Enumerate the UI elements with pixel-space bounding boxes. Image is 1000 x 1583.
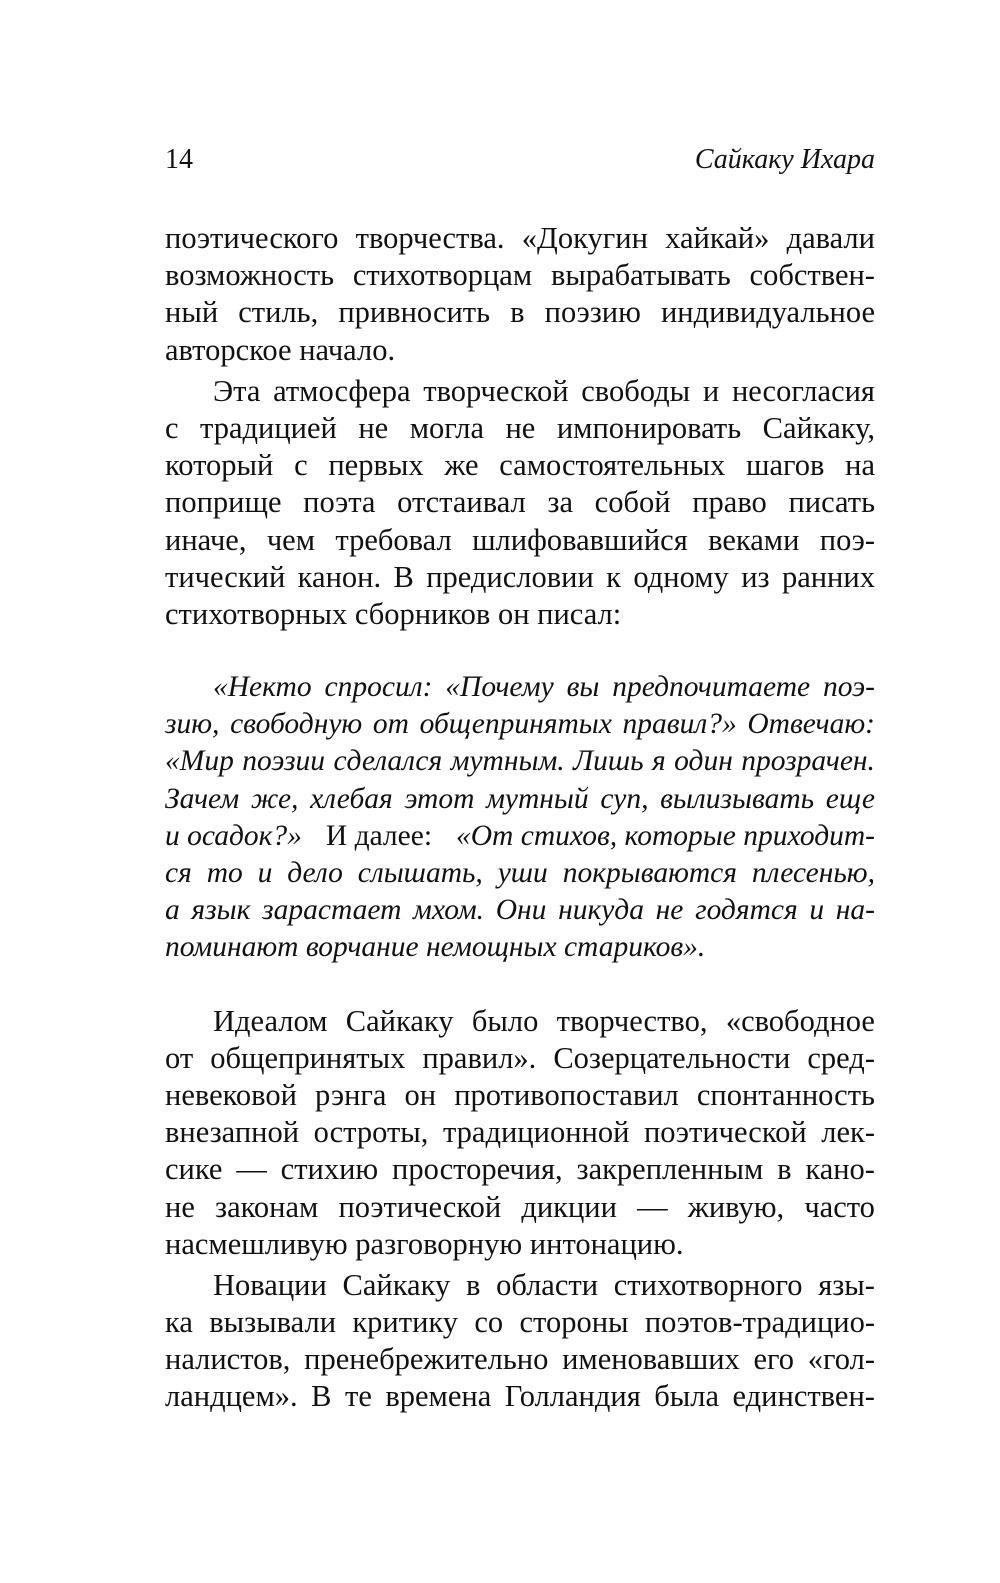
quote-line: поминают ворчание немощных стариков».: [165, 931, 706, 964]
quote-line: ся то и дело слышать, уши покрываются плесенью,: [165, 857, 875, 889]
text-line: поэтического творчества. «Докугин хайкай» давали: [165, 221, 875, 255]
text-line: стихотворных сборников он писал:: [165, 596, 622, 631]
text-line: от общепринятых правил». Созерцательности сред-: [165, 1040, 875, 1075]
quote-line: а язык зарастает мхом. Они никуда не годятся и на-: [165, 894, 875, 927]
paragraph-4: [165, 1267, 875, 1416]
text-line: Идеалом Сайкаку было творчество, «свободное: [213, 1003, 875, 1038]
text-line: сике — стихию просторечия, закрепленным в кано-: [165, 1152, 875, 1187]
text-line: который с первых же самостоятельных шагов на: [165, 448, 875, 483]
text-line: налистов, пренебрежительно именовавших его «гол-: [165, 1342, 875, 1377]
paragraph-2: [165, 373, 875, 633]
book-page: [165, 140, 875, 1416]
text-line: не законам поэтической дикции — живую, часто: [165, 1189, 875, 1224]
text-line: насмешливую разговорную интонацию.: [165, 1226, 684, 1261]
text-line: ландцем». В те времена Голландия была единствен-: [165, 1379, 875, 1414]
text-line: авторское начало.: [165, 332, 396, 367]
text-line: возможность стихотворцам вырабатывать собствен-: [165, 258, 875, 293]
quote-line: Зачем же, хлебая этот мутный суп, вылизывать еще: [165, 782, 875, 815]
text-line: иначе, чем требовал шлифовавшийся веками поэ-: [165, 522, 875, 557]
quote-line: «От стихов, которые приходит-: [456, 819, 875, 852]
text-line: поприще поэта отстаивал за собой право писать: [165, 485, 875, 520]
quote-connector: И далее:: [325, 819, 433, 852]
body-text: [165, 220, 875, 1416]
paragraph-3: [165, 1003, 875, 1263]
text-line: Эта атмосфера творческой свободы и несогласия: [213, 373, 875, 408]
quote-line: и осадок?»: [165, 819, 302, 852]
text-line: Новации Сайкаку в области стихотворного язы-: [213, 1267, 875, 1302]
running-title: Сайкаку Ихара: [694, 144, 875, 175]
quote-line: «Мир поэзии сделался мутным. Лишь я один прозрачен.: [165, 745, 875, 778]
text-line: тический канон. В предисловии к одному из ранних: [165, 559, 875, 594]
text-line: ка вызывали критику со стороны поэтов-традицио-: [165, 1305, 875, 1340]
text-line: невековой рэнга он противопоставил спонтанность: [165, 1077, 875, 1112]
text-line: внезапной остроты, традиционной поэтической лек-: [165, 1115, 875, 1150]
text-line: ный стиль, привносить в поэзию индивидуальное: [165, 295, 875, 330]
block-quote: [165, 669, 875, 967]
page-number: 14: [165, 144, 193, 175]
quote-line: зию, свободную от общепринятых правил?» Отвечаю:: [165, 708, 875, 741]
paragraph-1: [165, 220, 875, 369]
running-head: [165, 140, 875, 180]
text-line: с традицией не могла не импонировать Сайкаку,: [165, 410, 875, 445]
quote-line: «Некто спросил: «Почему вы предпочитаете поэ-: [213, 671, 875, 704]
